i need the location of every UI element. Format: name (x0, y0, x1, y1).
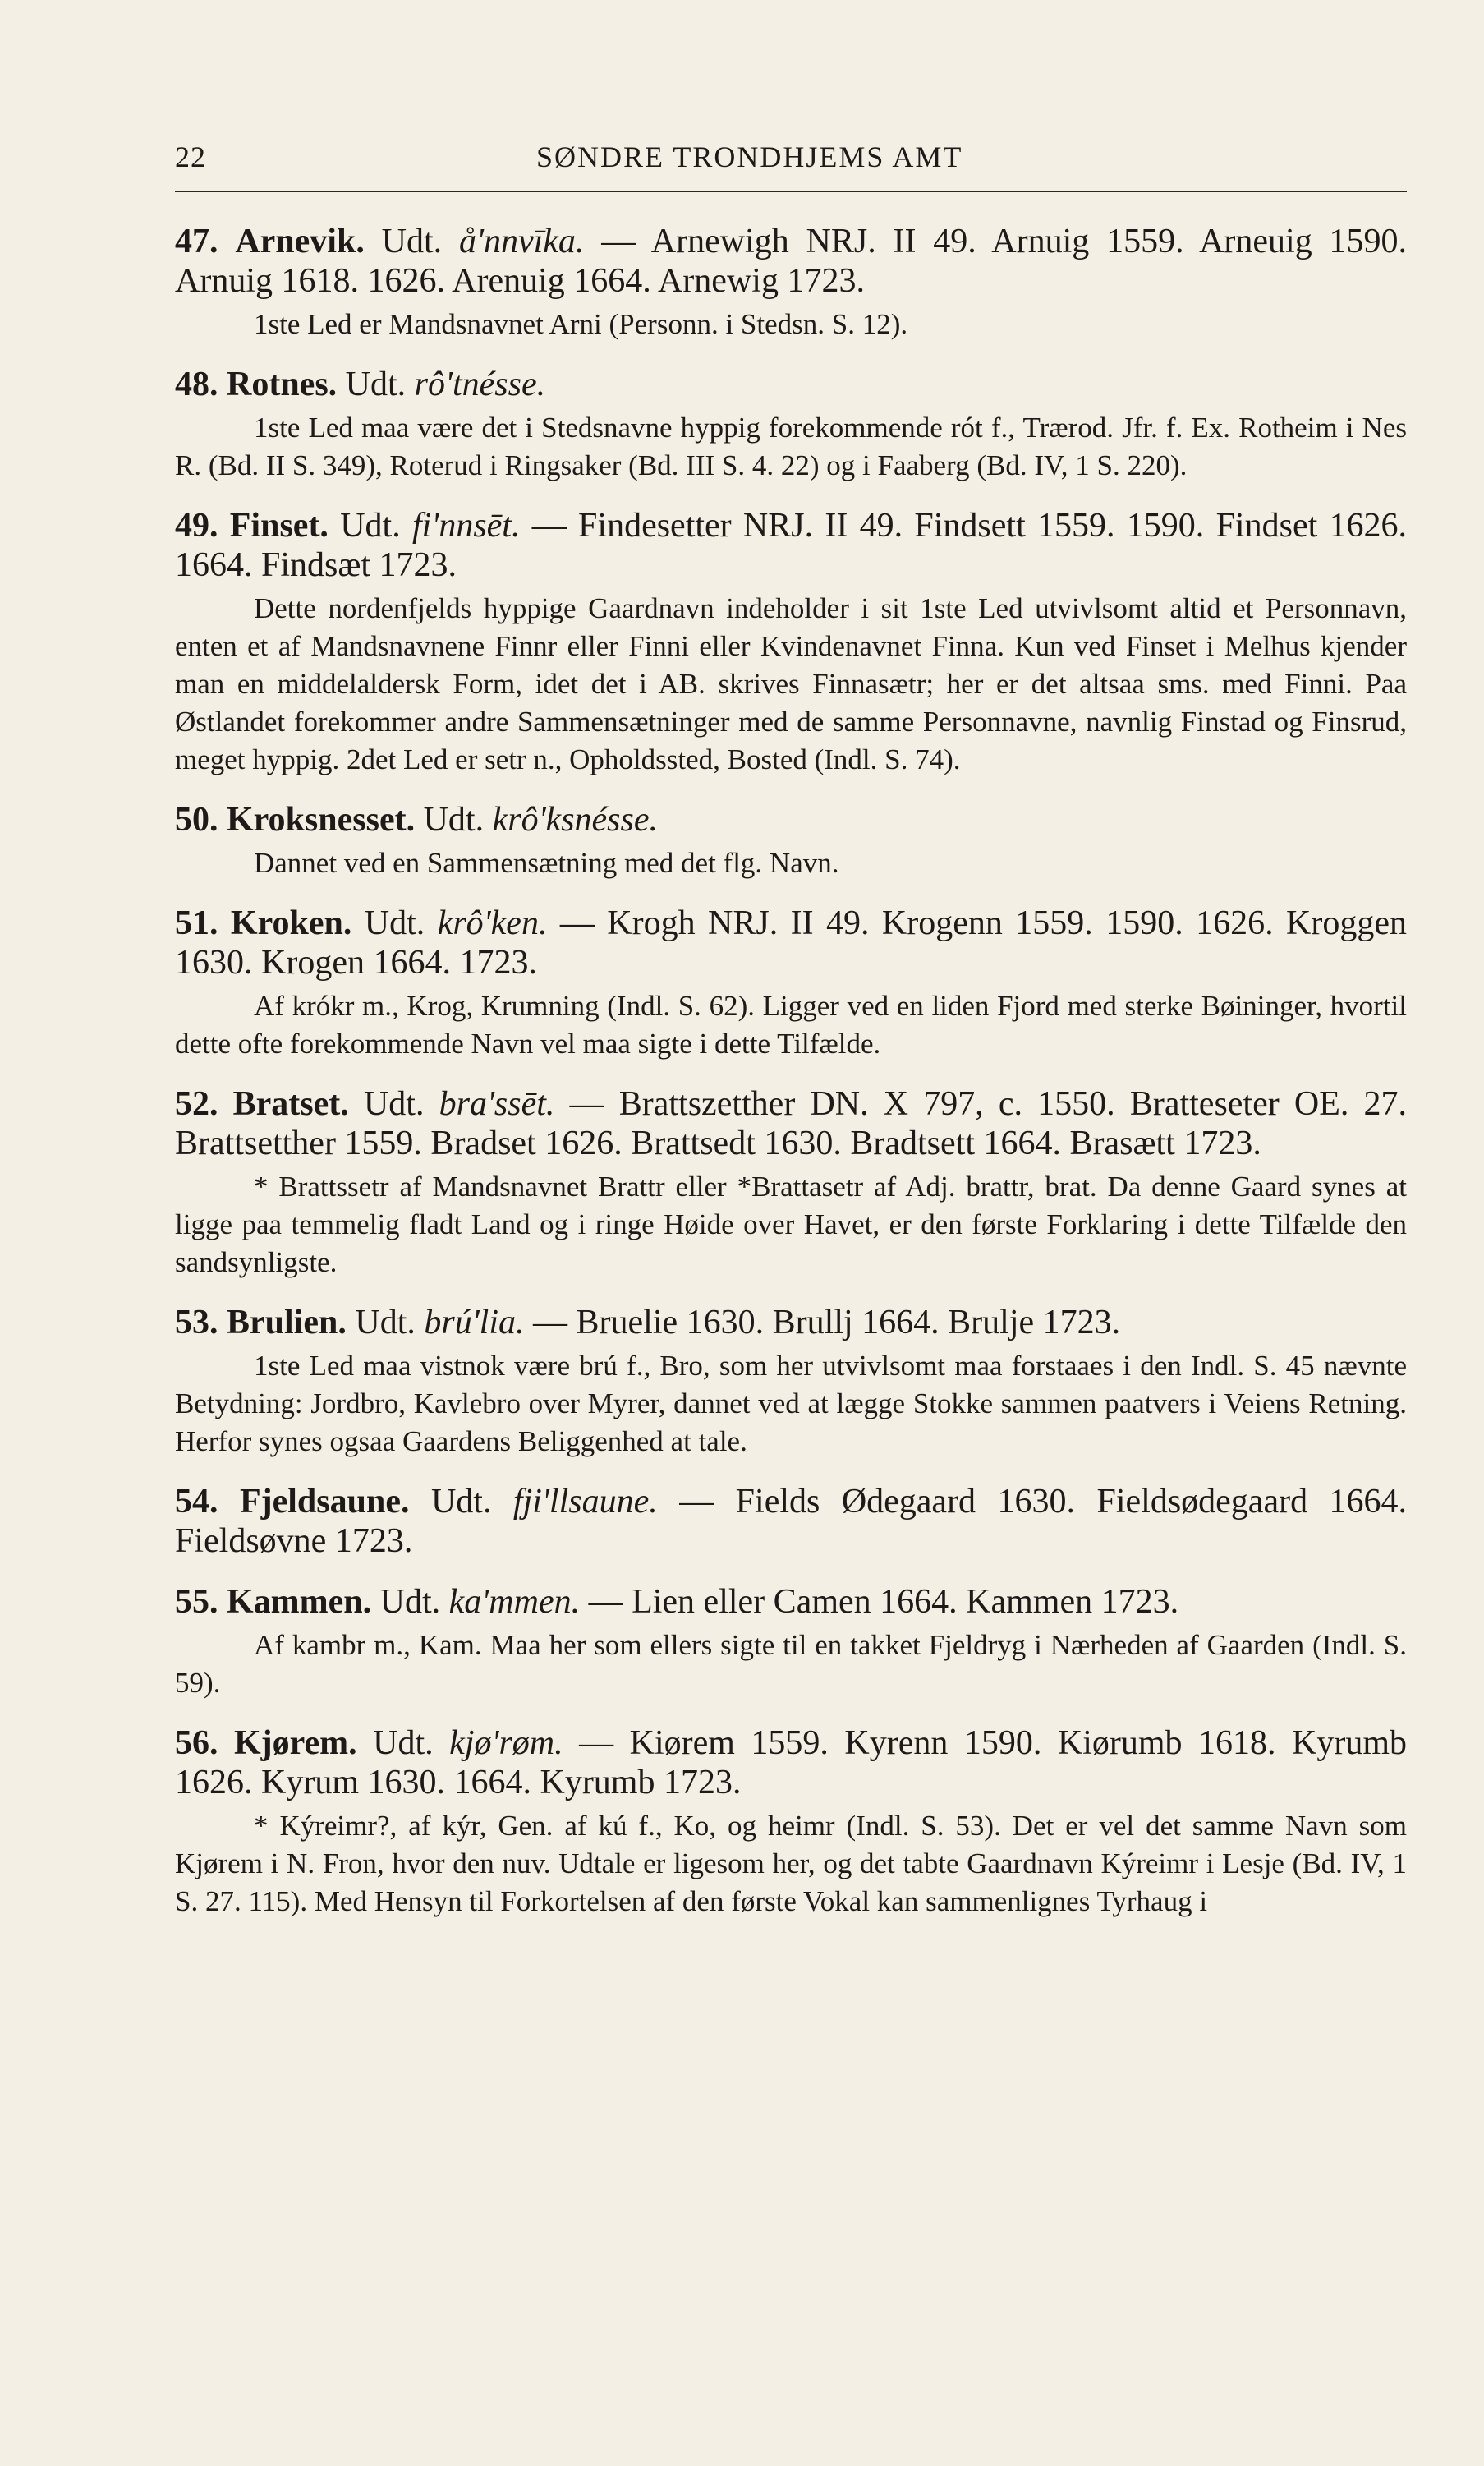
farm-name: Fjeldsaune. (239, 1483, 410, 1521)
page-number: 22 (175, 140, 206, 173)
book-page (175, 130, 1407, 181)
historical-forms: — Fields Ødegaard 1630. Fieldsødegaard 1664. Fieldsøvne 1723. (175, 1483, 1408, 1560)
pronunciation: krô'ken. (437, 904, 548, 942)
farm-name: Kroksnesset. (227, 801, 416, 839)
running-title: SØNDRE TRONDHJEMS AMT (536, 140, 963, 173)
entry-number: 56. (175, 1724, 218, 1762)
entry-note: * Brattssetr af Mandsnavnet Brattr eller *Brattasetr af Adj. brattr, brat. Da denne Gaard synes at ligge paa temmelig fladt Land og i ringe Høide over Havet, er den første Forklaring i dette Tilfælde den sandsynligste. (175, 1171, 1407, 1278)
entry-number: 50. (175, 801, 218, 839)
entry-56 (175, 1723, 1407, 1921)
pronunciation: rô'tnésse. (414, 366, 546, 403)
entry-note: * Kýreimr?, af kýr, Gen. af kú f., Ko, og heimr (Indl. S. 53). Det er vel det samme Navn som Kjørem i N. Fron, hvor den nuv. Udtale er ligesom her, og det tabte Gaardnavn Kýreimr i Lesje (Bd. IV, 1 S. 27. 115). Med Hensyn til Forkortelsen af den første Vokal kan sammenlignes Tyrhaug i (175, 1810, 1407, 1917)
entry-number: 54. (175, 1483, 218, 1521)
entry-list (175, 222, 1407, 1942)
entry-note: Af krókr m., Krog, Krumning (Indl. S. 62). Ligger ved en liden Fjord med sterke Bøininger, hvortil dette ofte forekommende Navn vel maa sigte i dette Tilfælde. (175, 990, 1407, 1060)
udt-label: Udt. (373, 1724, 434, 1762)
entry-number: 52. (175, 1085, 218, 1123)
udt-label: Udt. (379, 1583, 441, 1621)
historical-forms: — Brattszetther DN. X 797, c. 1550. Bratteseter OE. 27. Brattsetther 1559. Bradset 1626. Brattsedt 1630. Bradtsett 1664. Brasætt 1723. (175, 1085, 1408, 1162)
entry-53 (175, 1303, 1407, 1461)
farm-name: Finset. (229, 507, 329, 545)
entry-48 (175, 365, 1407, 485)
udt-label: Udt. (423, 801, 485, 839)
udt-label: Udt. (381, 223, 443, 260)
entry-55 (175, 1582, 1407, 1702)
farm-name: Brulien. (227, 1304, 347, 1341)
entry-note: 1ste Led maa vistnok være brú f., Bro, som her utvivlsomt maa forstaaes i den Indl. S. 45 nævnte Betydning: Jordbro, Kavlebro over Myrer, dannet ved at lægge Stokke sammen paatvers i Veiens Retning. Herfor synes ogsaa Gaardens Beliggenhed at tale. (175, 1350, 1407, 1457)
entry-number: 47. (175, 223, 218, 260)
entry-number: 49. (175, 507, 218, 545)
udt-label: Udt. (345, 366, 407, 403)
entry-number: 55. (175, 1583, 218, 1621)
entry-52 (175, 1084, 1407, 1281)
entry-number: 48. (175, 366, 218, 403)
udt-label: Udt. (355, 1304, 416, 1341)
entry-note: 1ste Led maa være det i Stedsnavne hyppig forekommende rót f., Trærod. Jfr. f. Ex. Rotheim i Nes R. (Bd. II S. 349), Roterud i Ringsaker (Bd. III S. 4. 22) og i Faaberg (Bd. IV, 1 S. 220). (175, 412, 1407, 481)
entry-note: Dette nordenfjelds hyppige Gaardnavn indeholder i sit 1ste Led utvivlsomt altid et Personnavn, enten et af Mandsnavnene Finnr eller Finni eller Kvindenavnet Finna. Kun ved Finset i Melhus kjender man en middelaldersk Form, idet det i AB. skrives Finnasætr; her er det altsaa sms. med Finni. Paa Østlandet forekommer andre Sammensætninger med de samme Personnavne, navnlig Finstad og Finsrud, meget hyppig. 2det Led er setr n., Opholdssted, Bosted (Indl. S. 74). (175, 592, 1407, 775)
historical-forms: — Arnewigh NRJ. II 49. Arnuig 1559. Arneuig 1590. Arnuig 1618. 1626. Arenuig 1664. Arnewig 1723. (175, 223, 1408, 300)
udt-label: Udt. (364, 904, 425, 942)
entry-note: Dannet ved en Sammensætning med det flg. Navn. (254, 847, 839, 879)
historical-forms: — Krogh NRJ. II 49. Krogenn 1559. 1590. 1626. Kroggen 1630. Krogen 1664. 1723. (175, 904, 1408, 982)
udt-label: Udt. (430, 1483, 492, 1521)
historical-forms: — Kiørem 1559. Kyrenn 1590. Kiørumb 1618. Kyrumb 1626. Kyrum 1630. 1664. Kyrumb 1723. (175, 1724, 1408, 1801)
farm-name: Kammen. (227, 1583, 372, 1621)
entry-number: 53. (175, 1304, 218, 1341)
entry-50 (175, 800, 1407, 882)
pronunciation: fi'nnsēt. (412, 507, 521, 545)
header-rule (175, 191, 1407, 192)
farm-name: Kroken. (230, 904, 352, 942)
running-header (175, 130, 1407, 181)
farm-name: Arnevik. (235, 223, 365, 260)
historical-forms: — Lien eller Camen 1664. Kammen 1723. (588, 1583, 1179, 1621)
entry-54 (175, 1482, 1407, 1561)
entry-note: 1ste Led er Mandsnavnet Arni (Personn. i Stedsn. S. 12). (254, 308, 908, 340)
pronunciation: krô'ksnésse. (492, 801, 659, 839)
farm-name: Bratset. (232, 1085, 349, 1123)
farm-name: Rotnes. (227, 366, 338, 403)
entry-49 (175, 506, 1407, 779)
entry-51 (175, 904, 1407, 1063)
farm-name: Kjørem. (234, 1724, 357, 1762)
historical-forms: — Bruelie 1630. Brullj 1664. Brulje 1723. (533, 1304, 1121, 1341)
udt-label: Udt. (340, 507, 401, 545)
pronunciation: å'nnvīka. (458, 223, 585, 260)
pronunciation: fji'llsaune. (512, 1483, 658, 1521)
pronunciation: kjø'røm. (449, 1724, 563, 1762)
pronunciation: bra'ssēt. (439, 1085, 555, 1123)
pronunciation: ka'mmen. (448, 1583, 581, 1621)
entry-note: Af kambr m., Kam. Maa her som ellers sigte til en takket Fjeldryg i Nærheden af Gaarden (Indl. S. 59). (175, 1629, 1407, 1699)
udt-label: Udt. (363, 1085, 425, 1123)
entry-47 (175, 222, 1407, 343)
entry-number: 51. (175, 904, 218, 942)
historical-forms: — Findesetter NRJ. II 49. Findsett 1559. 1590. Findset 1626. 1664. Findsæt 1723. (175, 507, 1408, 584)
pronunciation: brú'lia. (424, 1304, 525, 1341)
